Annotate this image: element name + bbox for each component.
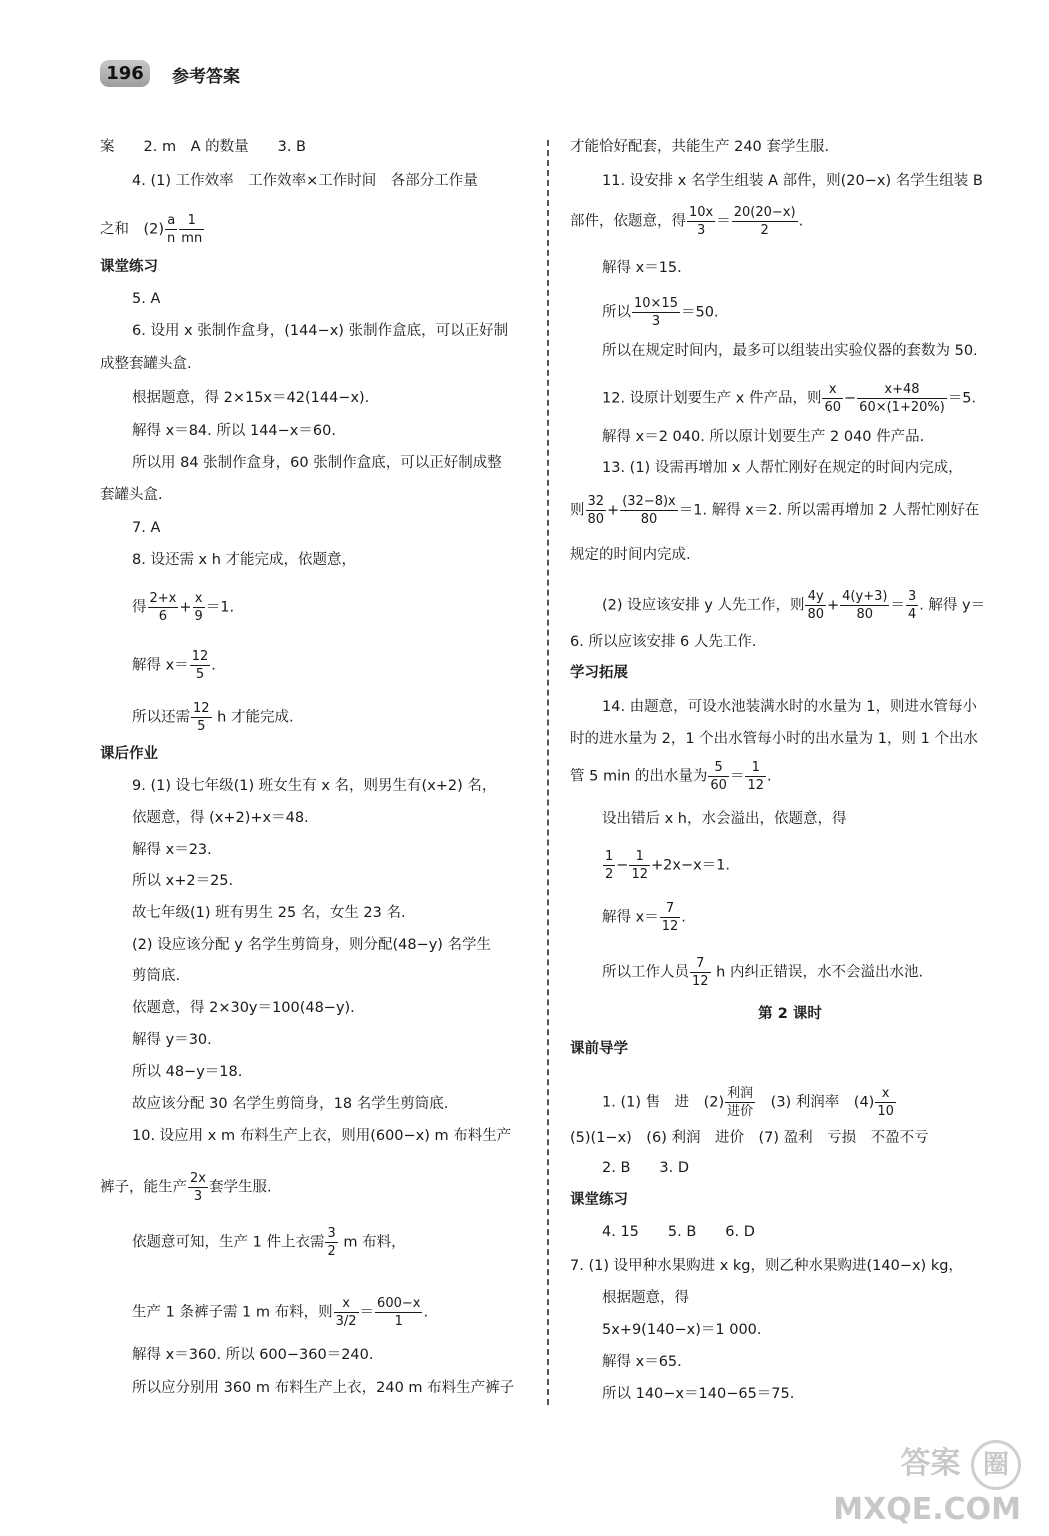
right-line bbox=[602, 1384, 794, 1404]
line-text: 课堂练习 bbox=[100, 259, 158, 275]
operator: (3) 利润率 (4) bbox=[756, 1094, 875, 1111]
line-text: 依题意，得 2×30y＝100(48−y). bbox=[132, 1000, 355, 1016]
right-line bbox=[602, 1085, 897, 1120]
right-line bbox=[570, 632, 757, 652]
right-line bbox=[570, 1004, 1010, 1024]
left-line bbox=[132, 935, 491, 955]
operator: + bbox=[179, 599, 192, 616]
line-text: 故应该分配 30 名学生剪筒身，18 名学生剪筒底. bbox=[132, 1096, 449, 1112]
right-line bbox=[602, 1158, 689, 1178]
left-line bbox=[132, 776, 496, 796]
line-text: 所以在规定时间内，最多可以组装出实验仪器的套数为 50. bbox=[602, 343, 978, 359]
line-text: 课前导学 bbox=[570, 1041, 628, 1057]
line-text: 所以 x+2＝25. bbox=[132, 873, 234, 889]
left-line bbox=[100, 485, 163, 505]
line-text: (5)(1−x) (6) 利润 进价 (7) 盈利 亏损 不盈不亏 bbox=[570, 1130, 929, 1146]
left-line bbox=[132, 1062, 242, 1082]
left-line bbox=[132, 808, 309, 828]
right-line bbox=[602, 1288, 689, 1308]
left-line bbox=[132, 871, 233, 891]
line-text: 则 bbox=[570, 502, 585, 519]
right-line bbox=[570, 1256, 963, 1276]
line-text: ＝1. 解得 x＝2. 所以需再增加 2 人帮忙刚好在 bbox=[678, 502, 980, 519]
fraction: 利润 进价 bbox=[727, 1086, 754, 1119]
right-line bbox=[570, 137, 829, 157]
line-text: 剪筒底. bbox=[132, 968, 181, 984]
operator: − bbox=[844, 390, 857, 407]
operator: ＝ bbox=[716, 213, 731, 230]
line-text: 4. 15 5. B 6. D bbox=[602, 1224, 755, 1240]
line-text: 设出错后 x h，水会溢出，依题意，得 bbox=[602, 811, 847, 827]
right-line bbox=[602, 1320, 762, 1340]
right-line bbox=[602, 848, 730, 883]
right-line bbox=[602, 697, 977, 717]
line-text: 4. (1) 工作效率 工作效率×工作时间 各部分工作量 bbox=[132, 173, 478, 189]
fraction: $\frac{(32-8)x}{80}$ bbox=[622, 494, 676, 527]
right-line bbox=[602, 1352, 682, 1372]
line-text: 11. 设安排 x 名学生组装 A 部件，则(20−x) 名学生组装 B bbox=[602, 173, 983, 189]
left-line bbox=[132, 1225, 406, 1260]
left-line bbox=[132, 903, 406, 923]
fraction: $\frac{1}{12}$ bbox=[631, 849, 648, 882]
right-line bbox=[602, 295, 719, 330]
fraction: $\frac{x}{60}$ bbox=[824, 382, 842, 415]
line-text: . bbox=[798, 213, 804, 230]
line-text: 之和 (2) bbox=[100, 221, 165, 238]
line-text: 所以用 84 张制作盒身，60 张制作盒底，可以正好制成整 bbox=[132, 455, 502, 471]
fraction: $\frac{12}{5}$ bbox=[191, 649, 209, 682]
fraction: $\frac{4(y+3)}{80}$ bbox=[842, 589, 888, 622]
line-text: +2x−x＝1. bbox=[650, 857, 731, 874]
line-text: 8. 设还需 x h 才能完成，依题意， bbox=[132, 552, 357, 568]
line-text: 2. B 3. D bbox=[602, 1160, 689, 1176]
line-text: ＝50. bbox=[680, 304, 719, 321]
watermark bbox=[831, 1440, 1021, 1530]
fraction: $\frac{600-x}{1}$ bbox=[377, 1296, 421, 1329]
fraction: $\frac{x+48}{60\times(1+20\%)}$ bbox=[859, 382, 945, 415]
fraction: $\frac{20(20-x)}{2}$ bbox=[733, 205, 796, 238]
watermark-text: 答案 bbox=[900, 1446, 961, 1481]
line-text: 时的进水量为 2，1 个出水管每小时的出水量为 1，则 1 个出水 bbox=[570, 731, 978, 747]
right-line bbox=[602, 381, 976, 416]
line-text: 解得 x＝360. 所以 600−360＝240. bbox=[132, 1347, 374, 1363]
line-text: 14. 由题意，可设水池装满水时的水量为 1，则进水管每小 bbox=[602, 699, 978, 715]
fraction: $\frac{10\times 15}{3}$ bbox=[634, 296, 678, 329]
line-text: 5x+9(140−x)＝1 000. bbox=[602, 1322, 762, 1338]
left-line bbox=[100, 212, 205, 247]
left-line bbox=[132, 1030, 212, 1050]
right-line bbox=[602, 341, 978, 361]
line-text: 所以应分别用 360 m 布料生产上衣，240 m 布料生产裤子 bbox=[132, 1380, 515, 1396]
left-line bbox=[132, 1295, 428, 1330]
line-text: 解得 x＝ bbox=[132, 657, 189, 674]
right-line bbox=[570, 663, 628, 683]
operator: − bbox=[616, 857, 629, 874]
left-line bbox=[100, 137, 306, 157]
left-line bbox=[100, 257, 158, 277]
page-number-badge: 196 bbox=[100, 60, 150, 87]
left-line bbox=[100, 744, 158, 764]
right-line bbox=[570, 545, 691, 565]
left-line bbox=[132, 966, 180, 986]
watermark-url: MXQE.COM bbox=[833, 1492, 1021, 1527]
right-line bbox=[602, 458, 963, 478]
fraction: $\frac{10x}{3}$ bbox=[689, 205, 714, 238]
fraction: $\frac{32}{80}$ bbox=[587, 494, 605, 527]
right-line bbox=[602, 809, 847, 829]
line-text: 部件，依题意，得 bbox=[570, 213, 686, 230]
fraction: $\frac{3}{2}$ bbox=[327, 1226, 336, 1259]
line-text: 12. 设原计划要生产 x 件产品，则 bbox=[602, 390, 822, 407]
right-line bbox=[570, 729, 978, 749]
left-line bbox=[132, 1094, 448, 1114]
line-text: . bbox=[211, 657, 216, 674]
fraction: $\frac{1}{2}$ bbox=[605, 849, 614, 882]
fraction: $\frac{7}{12}$ bbox=[692, 956, 709, 989]
left-line bbox=[132, 648, 216, 683]
line-text: 9. (1) 设七年级(1) 班女生有 x 名，则男生有(x+2) 名， bbox=[132, 778, 497, 794]
line-text: 根据题意，得 bbox=[602, 1290, 689, 1306]
right-line bbox=[570, 1190, 628, 1210]
line-text: 成整套罐头盒. bbox=[100, 356, 192, 372]
right-line bbox=[602, 955, 923, 990]
left-line bbox=[132, 321, 508, 341]
line-text: 课堂练习 bbox=[570, 1192, 628, 1208]
line-text: 7. A bbox=[132, 520, 161, 536]
operator: ＝ bbox=[359, 1304, 375, 1321]
line-text: h 才能完成. bbox=[212, 709, 294, 726]
line-text: 所以 48−y＝18. bbox=[132, 1064, 243, 1080]
left-line bbox=[132, 1126, 511, 1146]
left-line bbox=[100, 354, 192, 374]
line-text: . 解得 y＝ bbox=[919, 597, 986, 614]
line-text: . bbox=[423, 1304, 429, 1321]
right-line bbox=[602, 171, 983, 191]
line-text: 所以 140−x＝140−65＝75. bbox=[602, 1386, 795, 1402]
line-text: m 布料， bbox=[338, 1234, 406, 1251]
page-title: 参考答案 bbox=[172, 67, 240, 87]
line-text: 根据题意，得 2×15x＝42(144−x). bbox=[132, 390, 370, 406]
fraction: $\frac{3}{4}$ bbox=[907, 589, 917, 622]
left-line bbox=[132, 289, 160, 309]
right-line bbox=[602, 900, 686, 935]
line-text: 解得 x＝ bbox=[602, 909, 659, 926]
fraction: $\frac{a}{n}$ bbox=[167, 213, 176, 246]
left-line bbox=[100, 1170, 272, 1205]
line-text: (2) 设应该安排 y 人先工作，则 bbox=[602, 597, 805, 614]
line-text: . bbox=[681, 909, 686, 926]
line-text: 故七年级(1) 班有男生 25 名，女生 23 名. bbox=[132, 905, 406, 921]
operator: ＝ bbox=[729, 768, 745, 785]
line-text: . bbox=[767, 768, 772, 785]
fraction: $\frac{x}{9}$ bbox=[194, 591, 203, 624]
line-text: 解得 x＝23. bbox=[132, 842, 212, 858]
right-line bbox=[570, 1039, 628, 1059]
line-text: h 内纠正错误，水不会溢出水池. bbox=[711, 964, 924, 981]
left-line bbox=[132, 550, 356, 570]
left-line bbox=[132, 998, 355, 1018]
line-text: 案 2. m A 的数量 3. B bbox=[100, 139, 306, 155]
line-text: 所以还需 bbox=[132, 709, 190, 726]
line-text: ＝1. bbox=[205, 599, 235, 616]
left-line bbox=[132, 840, 212, 860]
line-text: 6. 设用 x 张制作盒身，(144−x) 张制作盒底，可以正好制 bbox=[132, 323, 509, 339]
right-line bbox=[602, 588, 985, 623]
line-text: 5. A bbox=[132, 291, 161, 307]
operator: + bbox=[607, 502, 620, 519]
left-line bbox=[132, 700, 294, 735]
line-text: 课后作业 bbox=[100, 746, 158, 762]
line-text: 管 5 min 的出水量为 bbox=[570, 768, 708, 785]
line-text: ＝5. bbox=[947, 390, 977, 407]
line-text: 解得 x＝84. 所以 144−x＝60. bbox=[132, 423, 336, 439]
left-line bbox=[132, 1378, 514, 1398]
operator: + bbox=[827, 597, 840, 614]
fraction: $\frac{1}{12}$ bbox=[747, 760, 764, 793]
fraction: $\frac{7}{12}$ bbox=[661, 901, 679, 934]
line-text: 6. 所以应该安排 6 人先工作. bbox=[570, 634, 757, 650]
left-line bbox=[132, 590, 234, 625]
left-line bbox=[132, 421, 336, 441]
line-text: 裤子，能生产 bbox=[100, 1179, 187, 1196]
fraction: $\frac{4y}{80}$ bbox=[807, 589, 824, 622]
line-text: 所以工作人员 bbox=[602, 964, 689, 981]
fraction: $\frac{x}{3/2}$ bbox=[335, 1296, 357, 1329]
fraction: $\frac{1}{mn}$ bbox=[181, 213, 203, 246]
line-text: 解得 y＝30. bbox=[132, 1032, 212, 1048]
line-text: 13. (1) 设需再增加 x 人帮忙刚好在规定的时间内完成， bbox=[602, 460, 963, 476]
line-text: 依题意可知，生产 1 件上衣需 bbox=[132, 1234, 325, 1251]
right-line bbox=[570, 204, 803, 239]
line-text: 才能恰好配套，共能生产 240 套学生服. bbox=[570, 139, 830, 155]
line-text: 得 bbox=[132, 599, 147, 616]
line-text: 套罐头盒. bbox=[100, 487, 163, 503]
fraction: $\frac{x}{10}$ bbox=[877, 1086, 894, 1119]
line-text: 依题意，得 (x+2)+x＝48. bbox=[132, 810, 309, 826]
fraction: $\frac{5}{60}$ bbox=[710, 760, 727, 793]
right-line bbox=[570, 493, 979, 528]
left-line bbox=[132, 1345, 373, 1365]
line-text: 套学生服. bbox=[208, 1179, 272, 1196]
line-text: 解得 x＝2 040. 所以原计划要生产 2 040 件产品. bbox=[602, 429, 925, 445]
fraction: $\frac{2x}{3}$ bbox=[190, 1171, 206, 1204]
right-line bbox=[602, 1222, 755, 1242]
fraction: $\frac{2+x}{6}$ bbox=[149, 591, 177, 624]
right-line bbox=[602, 258, 682, 278]
line-text: 10. 设应用 x m 布料生产上衣，则用(600−x) m 布料生产 bbox=[132, 1128, 512, 1144]
line-text: 解得 x＝65. bbox=[602, 1354, 682, 1370]
line-text: (2) 设应该分配 y 名学生剪筒身，则分配(48−y) 名学生 bbox=[132, 937, 492, 953]
line-text: 解得 x＝15. bbox=[602, 260, 682, 276]
left-line bbox=[132, 171, 478, 191]
line-text: ＝ bbox=[890, 597, 905, 614]
left-line bbox=[132, 453, 502, 473]
line-text: 规定的时间内完成. bbox=[570, 547, 691, 563]
line-text: 生产 1 条裤子需 1 m 布料，则 bbox=[132, 1304, 333, 1321]
left-line bbox=[132, 518, 160, 538]
right-line bbox=[570, 759, 772, 794]
fraction: $\frac{12}{5}$ bbox=[193, 701, 210, 734]
watermark-logo: 圈 bbox=[971, 1440, 1021, 1490]
line-text: 所以 bbox=[602, 304, 631, 321]
left-line bbox=[132, 388, 369, 408]
right-line bbox=[570, 1128, 929, 1148]
line-text: 第 2 课时 bbox=[758, 1006, 822, 1022]
line-text: 学习拓展 bbox=[570, 665, 628, 681]
right-line bbox=[602, 427, 924, 447]
column-divider bbox=[547, 140, 549, 1405]
line-text: 7. (1) 设甲种水果购进 x kg，则乙种水果购进(140−x) kg， bbox=[570, 1258, 963, 1274]
line-text: 1. (1) 售 进 (2) bbox=[602, 1094, 725, 1111]
